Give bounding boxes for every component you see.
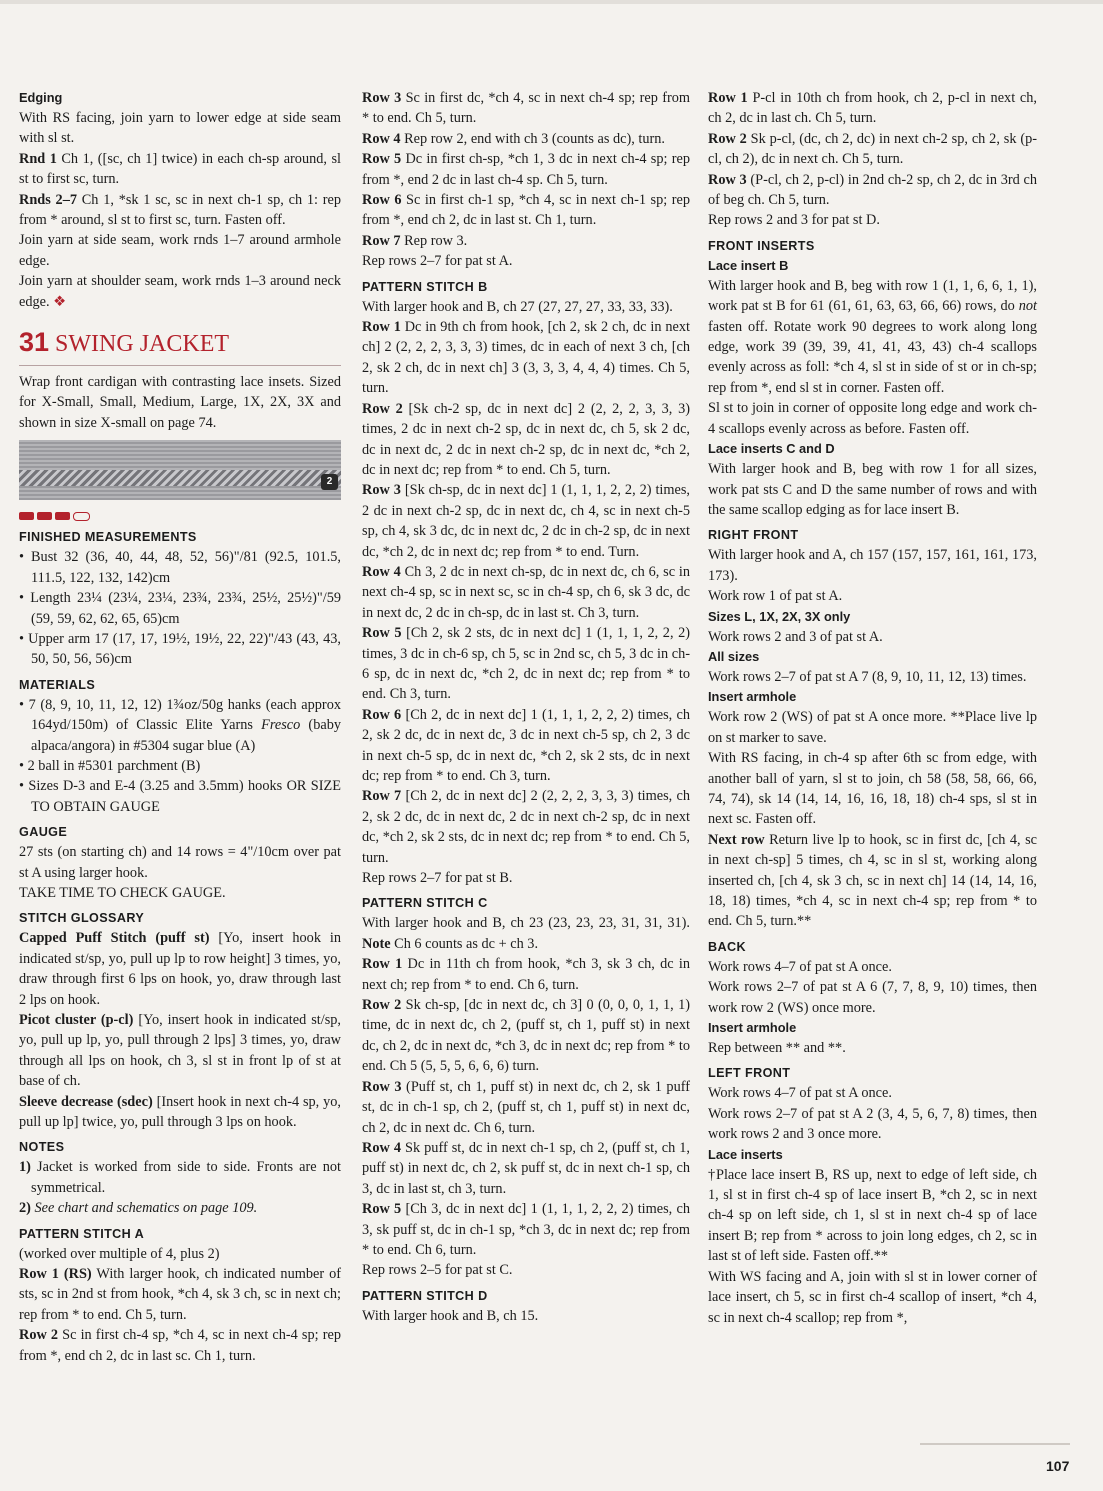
psd-row-3-text: (P-cl, ch 2, p-cl) in 2nd ch-2 sp, ch 2, dc in 3rd ch of beg ch. Ch 5, turn.: [708, 171, 1037, 209]
psb-row-1-text: Dc in 9th ch from hook, [ch 2, sk 2 ch, dc in next ch] 2 (2, 2, 2, 3, 3, 3) times, dc in each of next 3 ch, [ch 2, sk 2 ch, dc in next ch] 3 (3, 3, 3, 4, 4, 4) times. Ch 5, turn.: [362, 319, 690, 397]
psd-intro: With larger hook and B, ch 15.: [362, 1307, 539, 1324]
right-front-heading: RIGHT FRONT: [708, 528, 799, 543]
psd-row-3-label: Row 3: [708, 171, 747, 188]
lace-inserts-2: With WS facing and A, join with sl st in lower corner of lace insert, ch 5, sc in first ch-4 scallop of insert, *ch 4, sc in next ch-4 scallop; rep from *,: [708, 1268, 1037, 1326]
psa-row-4-label: Row 4: [362, 130, 401, 147]
next-row-text: Return live lp to hook, sc in first dc, [ch 4, sc in next ch-sp] 5 times, ch 4, sc in sl st, working along inserted ch, [ch 4, sk 3 ch, sc in next ch] 14 (14, 14, 16, 18, 18) times, *ch 4, sc in next ch-4 sp; rep from * to end. Ch 5, turn.**: [708, 831, 1037, 930]
skill-bar-empty: [73, 512, 90, 521]
lace-insert-b-text-2: fasten off. Rotate work 90 degrees to work along long edge, work 39 (39, 39, 41, 41, 43, 43) ch-4 scallops evenly across as foll: *ch 4, sl st in side of st or in ch-sp; rep from *, end sl st in corner. Fasten off.: [708, 318, 1037, 396]
next-row-label: Next row: [708, 831, 765, 848]
psb-row-3-text: [Sk ch-sp, dc in next dc] 1 (1, 1, 1, 2, 2, 2) times, 2 dc in next ch-2 sp, dc in next dc, ch 4, sc in next ch-5 sp, ch 4, sk 3 dc, dc in next dc, 2 dc in ch-2 sp, dc in next dc, *ch 2, dc in next dc; rep from * to end. Turn.: [362, 482, 691, 560]
back-insert-armhole-text: Rep between ** and **.: [708, 1040, 846, 1057]
psb-row-6-label: Row 6: [362, 706, 402, 723]
swatch-contrast-band: [19, 470, 341, 486]
psc-row-1-text: Dc in 11th ch from hook, *ch 3, sk 3 ch, dc in next ch; rep from * to end. Ch 6, turn.: [362, 956, 690, 993]
psb-row-3-label: Row 3: [362, 482, 401, 499]
psb-row-2-text: [Sk ch-2 sp, dc in next dc] 2 (2, 2, 2, 3, 3, 3) times, 2 dc in next ch-2 sp, dc in next dc, ch 5, sk 2 dc, dc in next dc, 2 dc in next ch-2 sp, dc in next dc, *ch 2, dc in next dc; rep from * to end. Ch 5, turn.: [362, 400, 690, 478]
psc-repeat: Rep rows 2–5 for pat st C.: [362, 1262, 513, 1279]
psa-row-1: [19, 1264, 341, 1325]
column-2: [362, 88, 690, 1326]
psa-row-7-text: Rep row 3.: [400, 232, 468, 249]
psb-row-5-label: Row 5: [362, 625, 402, 642]
psb-row-7: [362, 786, 690, 868]
note-2: [19, 1198, 341, 1218]
skill-bar-filled: [19, 512, 34, 520]
glossary-sdec-label: Sleeve decrease (sdec): [19, 1093, 153, 1110]
pattern-stitch-c-heading: PATTERN STITCH C: [362, 896, 488, 911]
psd-row-2: [708, 129, 1037, 170]
psb-row-2-label: Row 2: [362, 400, 403, 417]
rnds-2-7: [19, 190, 341, 231]
materials-heading: MATERIALS: [19, 677, 96, 692]
psb-row-1: [362, 317, 690, 399]
insert-armhole-heading: Insert armhole: [708, 689, 797, 705]
psc-row-5-label: Row 5: [362, 1201, 402, 1218]
psc-note-text: Ch 6 counts as dc + ch 3.: [390, 935, 539, 952]
psa-row-5: [362, 149, 690, 190]
psa-row-7-label: Row 7: [362, 232, 401, 249]
pattern-stitch-a-sub: (worked over multiple of 4, plus 2): [19, 1245, 220, 1262]
column-3: [708, 88, 1037, 1328]
back-2: Work rows 2–7 of pat st A 6 (7, 7, 8, 9, 10) times, then work row 2 (WS) once more.: [708, 979, 1037, 1016]
psd-row-1: [708, 88, 1037, 129]
psc-row-5: [362, 1199, 690, 1260]
glossary-sdec-text: [Insert hook in next ch-4 sp, yo, pull up lp] twice, yo, pull through 3 lps on hook.: [19, 1093, 341, 1131]
psb-row-5-text: [Ch 2, sk 2 sts, dc in next dc] 1 (1, 1, 1, 2, 2, 2) times, 3 dc in ch-6 sp, ch 5, sc in 2nd sc, ch 5, 3 dc in ch-6 sp, dc in next dc, *ch 2, dc in next dc; rep from * to end. Ch 3, turn.: [362, 625, 690, 703]
sizes-l-3x-heading: Sizes L, 1X, 2X, 3X only: [708, 608, 851, 624]
right-front-2: Work row 1 of pat st A.: [708, 588, 843, 605]
gauge-heading: GAUGE: [19, 825, 68, 840]
psa-repeat: Rep rows 2–7 for pat st A.: [362, 253, 513, 270]
left-front-2: Work rows 2–7 of pat st A 2 (3, 4, 5, 6, 7, 8) times, then work rows 2 and 3 once more.: [708, 1105, 1037, 1143]
psa-row-6: [362, 190, 690, 231]
psb-row-4-text: Ch 3, 2 dc in next ch-sp, dc in next dc, ch 6, sc in next ch-4 sp, sc in next sc, sc in ch-4 sp, ch 6, sk 3 dc, dc in next dc, 2 dc in ch-sp, dc in last st. Ch 3, turn.: [362, 563, 691, 621]
psb-row-6-text: [Ch 2, dc in next dc] 1 (1, 1, 1, 2, 2, 2) times, ch 2, sk 2 dc, dc in next dc, 3 dc in next ch-5 sp, ch 2, 3 dc in next ch-5 sp, dc in next dc, *ch 2, sk 2 sts, dc in next dc; rep from * to end. Ch 3, turn.: [362, 706, 690, 784]
glossary-puff-text: [Yo, insert hook in indicated st/sp, yo, pull up lp to row height] 3 times, yo, draw through first 6 lps on hook, yo, draw through last 2 lps on hook.: [19, 930, 341, 1008]
psa-row-1-label: Row 1 (RS): [19, 1266, 92, 1283]
column-1: [19, 88, 341, 1366]
skill-bar-filled: [37, 512, 52, 520]
finished-measurements-heading: FINISHED MEASUREMENTS: [19, 530, 197, 545]
psc-row-3-text: (Puff st, ch 1, puff st) in next dc, ch 2, sk 1 puff st, dc in ch-1 sp, ch 2, (puff st, ch 1, puff st) in next dc, ch 2, dc in next dc. Ch 6, turn.: [362, 1078, 690, 1136]
psa-row-6-text: Sc in first ch-1 sp, *ch 4, sc in next ch-1 sp; rep from *, end ch 2, dc in last st. Ch 1, turn.: [362, 192, 690, 229]
psa-row-1-text: With larger hook, ch indicated number of sts, sc in 2nd st from hook, *ch 4, sk 3 ch, sc in next ch; rep from * to end. Ch 5, turn.: [19, 1266, 341, 1323]
psa-row-3: [362, 88, 690, 129]
insert-armhole-1: Work row 2 (WS) of pat st A once more. **Place live lp on st marker to save.: [708, 709, 1037, 746]
glossary-picot-text: [Yo, insert hook in indicated st/sp, yo, pull up lp, yo, pull through 2 lps] 3 times, yo, draw through all lps on hook, ch 3, sl st in front lp of st at base of ch.: [19, 1012, 341, 1090]
psb-row-7-text: [Ch 2, dc in next dc] 2 (2, 2, 2, 3, 3, 3) times, ch 2, sk 2 dc, dc in next dc, 2 dc in next ch-2 sp, dc in next dc, *ch 2, sk 2 sts, dc in next dc; rep from * to end. Ch 5, turn.: [362, 788, 690, 866]
psa-row-7: [362, 231, 690, 251]
psc-row-1: [362, 954, 690, 995]
glossary-puff: [19, 928, 341, 1010]
back-heading: BACK: [708, 939, 746, 954]
psc-row-2: [362, 995, 690, 1077]
rnds-2-7-label: Rnds 2–7: [19, 191, 77, 208]
note-2-text: See chart and schematics on page 109.: [30, 1200, 258, 1217]
lace-inserts-cd-text: With larger hook and B, beg with row 1 for all sizes, work pat sts C and D the same number of rows and with the same scallop edging as for lace insert B.: [708, 461, 1037, 518]
footer-rule: [920, 1443, 1070, 1445]
lace-insert-b-not: not: [1018, 298, 1037, 315]
lace-inserts-cd-heading: Lace inserts C and D: [708, 441, 835, 457]
lace-inserts-1: †Place lace insert B, RS up, next to edge of left side, ch 1, sl st in first ch-4 sp of lace insert B, *ch 2, sc in next ch-4 sp on left side, ch 1, sl st in next ch-4 sp of lace insert B; rep from * across to join long edges, ch 2, sc in last st of left side. Fasten off.**: [708, 1166, 1037, 1265]
psd-row-2-label: Row 2: [708, 130, 747, 147]
psc-row-4-label: Row 4: [362, 1139, 401, 1156]
end-diamond-icon: ❖: [53, 293, 66, 310]
note-1: [19, 1157, 341, 1198]
psb-row-3: [362, 480, 690, 562]
psb-row-2: [362, 399, 690, 481]
lace-insert-b-heading: Lace insert B: [708, 257, 789, 273]
glossary-picot-label: Picot cluster (p-cl): [19, 1012, 134, 1028]
armhole-text: Join yarn at side seam, work rnds 1–7 around armhole edge.: [19, 232, 341, 269]
right-front-3: Work rows 2 and 3 of pat st A.: [708, 628, 883, 645]
glossary-puff-label: Capped Puff Stitch (puff st): [19, 930, 210, 947]
psb-row-6: [362, 705, 690, 787]
pattern-name: SWING JACKET: [55, 331, 230, 358]
lace-inserts-heading: Lace inserts: [708, 1146, 783, 1162]
psd-row-1-label: Row 1: [708, 90, 748, 106]
right-front-1: With larger hook and A, ch 157 (157, 157, 161, 161, 173, 173).: [708, 547, 1037, 584]
note-1-label: 1): [19, 1159, 31, 1176]
left-front-heading: LEFT FRONT: [708, 1066, 791, 1081]
psd-repeat: Rep rows 2 and 3 for pat st D.: [708, 212, 880, 229]
back-1: Work rows 4–7 of pat st A once.: [708, 958, 892, 975]
psc-intro: [362, 913, 690, 954]
glossary-sdec: [19, 1092, 341, 1133]
page-number: 107: [1046, 1458, 1070, 1474]
yarn-swatch-image: [19, 440, 341, 500]
psa-row-5-label: Row 5: [362, 151, 402, 168]
psd-row-3: [708, 170, 1037, 211]
psb-row-7-label: Row 7: [362, 788, 402, 805]
edging-heading: Edging: [19, 90, 63, 105]
rnd-1-label: Rnd 1: [19, 150, 57, 167]
note-2-label: 2): [19, 1200, 31, 1217]
skill-level-icon: [19, 510, 341, 522]
psa-row-4: [362, 129, 690, 149]
page-top-rule: [0, 0, 1103, 4]
left-front-1: Work rows 4–7 of pat st A once.: [708, 1085, 892, 1102]
psc-row-4-text: Sk puff st, dc in next ch-1 sp, ch 2, (puff st, ch 1, puff st) in next dc, ch 2, sk puff st, dc in next ch-1 sp, ch 3, dc in last st, ch 3, turn.: [362, 1139, 690, 1197]
psc-row-3-label: Row 3: [362, 1078, 402, 1095]
gauge-check: TAKE TIME TO CHECK GAUGE.: [19, 884, 226, 901]
material-hooks: • Sizes D-3 and E-4 (3.25 and 3.5mm) hooks OR SIZE TO OBTAIN GAUGE: [19, 778, 341, 815]
psb-intro: With larger hook and B, ch 27 (27, 27, 27, 33, 33, 33).: [362, 298, 673, 315]
psc-row-2-text: Sk ch-sp, [dc in next dc, ch 3] 0 (0, 0, 0, 1, 1, 1) time, dc in next dc, ch 2, (puff st, ch 1, puff st) in next dc, ch 2, dc in next dc, *ch 3, dc in next dc; rep from * to end. Ch 5 (5, 5, 5, 6, 6, 6) turn.: [362, 997, 690, 1075]
pattern-title: [19, 326, 341, 366]
psc-row-5-text: [Ch 3, dc in next dc] 1 (1, 1, 1, 2, 2, 2) times, ch 3, sk puff st, dc in ch-1 sp, *ch 3, dc in next dc; rep from * to end. Ch 6, turn.: [362, 1201, 690, 1258]
insert-armhole-2: With RS facing, in ch-4 sp after 6th sc from edge, with another ball of yarn, sl st to join, ch 58 (58, 58, 66, 66, 74, 74), sk 14 (14, 14, 16, 16, 18, 18) ch-4 sps, sl st in next sc. Fasten off.: [708, 750, 1037, 828]
psb-row-4-label: Row 4: [362, 563, 401, 580]
lace-insert-b-text-3: Sl st to join in corner of opposite long edge and work ch-4 scallops evenly across as before. Fasten off.: [708, 400, 1037, 437]
pattern-stitch-b-heading: PATTERN STITCH B: [362, 279, 488, 294]
pattern-stitch-d-heading: PATTERN STITCH D: [362, 1288, 488, 1303]
psb-repeat: Rep rows 2–7 for pat st B.: [362, 870, 513, 887]
material-yarn-a-2: (baby alpaca/angora) in #5304 sugar blue (A): [31, 717, 341, 754]
pattern-stitch-a-heading: PATTERN STITCH A: [19, 1226, 145, 1241]
gauge-text: 27 sts (on starting ch) and 14 rows = 4"/10cm over pat st A using larger hook.: [19, 844, 341, 881]
material-yarn-b: • 2 ball in #5301 parchment (B): [19, 757, 201, 774]
material-yarn-a: [19, 695, 341, 756]
psb-row-5: [362, 623, 690, 705]
glossary-picot: [19, 1010, 341, 1092]
material-yarn-a-1: • 7 (8, 9, 10, 11, 12, 12) 1¾oz/50g hanks (each approx 164yd/150m) of Classic Elite Yarns: [19, 696, 341, 734]
measurement-bust: • Bust 32 (36, 40, 44, 48, 52, 56)"/81 (92.5, 101.5, 111.5, 122, 132, 142)cm: [19, 549, 341, 586]
psd-row-1-text: P-cl in 10th ch from hook, ch 2, p-cl in next ch, ch 2, dc in last ch. Ch 5, turn.: [708, 90, 1037, 127]
psc-note-label: Note: [362, 935, 391, 952]
measurement-upper-arm: • Upper arm 17 (17, 17, 19½, 19½, 22, 22)"/43 (43, 43, 50, 50, 56, 56)cm: [19, 630, 341, 668]
psd-row-2-text: Sk p-cl, (dc, ch 2, dc) in next ch-2 sp, ch 2, sk (p-cl, ch 2), dc in next ch. Ch 5, turn.: [708, 130, 1037, 168]
front-inserts-heading: FRONT INSERTS: [708, 238, 815, 253]
psa-row-3-text: Sc in first dc, *ch 4, sc in next ch-4 sp; rep from * to end. Ch 5, turn.: [362, 90, 690, 127]
lace-insert-b-text-1: With larger hook and B, beg with row 1 (1, 1, 6, 6, 1, 1), work pat st B for 61 (61, 61, 63, 63, 66, 66) rows, do: [708, 277, 1037, 315]
edging-text: With RS facing, join yarn to lower edge at side seam with sl st.: [19, 110, 341, 147]
note-1-text: Jacket is worked from side to side. Fronts are not symmetrical.: [30, 1159, 341, 1196]
psc-intro-text: With larger hook and B, ch 23 (23, 23, 23, 31, 31, 31).: [362, 915, 690, 932]
psa-row-4-text: Rep row 2, end with ch 3 (counts as dc), turn.: [400, 130, 665, 147]
rnd-1-text: Ch 1, ([sc, ch 1] twice) in each ch-sp around, sl st to first sc, turn.: [19, 150, 342, 188]
psa-row-2-text: Sc in first ch-4 sp, *ch 4, sc in next ch-4 sp; rep from *, end ch 2, dc in last sc. Ch 1, turn.: [19, 1327, 341, 1364]
lace-insert-b-text: [708, 276, 1037, 398]
psb-row-4: [362, 562, 690, 623]
all-sizes-heading: All sizes: [708, 648, 760, 664]
rnds-2-7-text: Ch 1, *sk 1 sc, sc in next ch-1 sp, ch 1: rep from * around, sl st to first sc, turn. Fasten off.: [19, 191, 341, 229]
psa-row-5-text: Dc in first ch-sp, *ch 1, 3 dc in next ch-4 sp; rep from *, end 2 dc in last ch-4 sp. Ch 5, turn.: [362, 151, 690, 188]
notes-heading: NOTES: [19, 1140, 65, 1155]
right-front-4: Work rows 2–7 of pat st A 7 (8, 9, 10, 11, 12, 13) times.: [708, 668, 1027, 685]
pattern-number: 31: [19, 327, 50, 358]
psc-row-3: [362, 1077, 690, 1138]
psc-row-2-label: Row 2: [362, 997, 402, 1014]
pattern-intro: Wrap front cardigan with contrasting lace insets. Sized for X-Small, Small, Medium, Large, 1X, 2X, 3X and shown in size X-small on page 74.: [19, 374, 341, 431]
skill-bar-filled: [55, 512, 70, 520]
psa-row-2-label: Row 2: [19, 1327, 59, 1344]
psa-row-6-label: Row 6: [362, 192, 402, 209]
material-yarn-name: Fresco: [261, 717, 301, 734]
psb-row-1-label: Row 1: [362, 319, 401, 336]
stitch-glossary-heading: STITCH GLOSSARY: [19, 911, 145, 926]
rnd-1: [19, 149, 341, 190]
psc-row-1-label: Row 1: [362, 956, 403, 973]
measurement-length: • Length 23¼ (23¼, 23¼, 23¾, 23¾, 25½, 25½)"/59 (59, 59, 62, 62, 65, 65)cm: [19, 590, 341, 627]
neck-text: [19, 271, 341, 312]
psc-row-4: [362, 1138, 690, 1199]
back-insert-armhole-heading: Insert armhole: [708, 1020, 797, 1036]
next-row: [708, 830, 1037, 932]
psa-row-3-label: Row 3: [362, 90, 402, 106]
psa-row-2: [19, 1325, 341, 1366]
neck-text-body: Join yarn at shoulder seam, work rnds 1–3 around neck edge.: [19, 273, 341, 310]
swatch-badge: 2: [321, 474, 338, 490]
